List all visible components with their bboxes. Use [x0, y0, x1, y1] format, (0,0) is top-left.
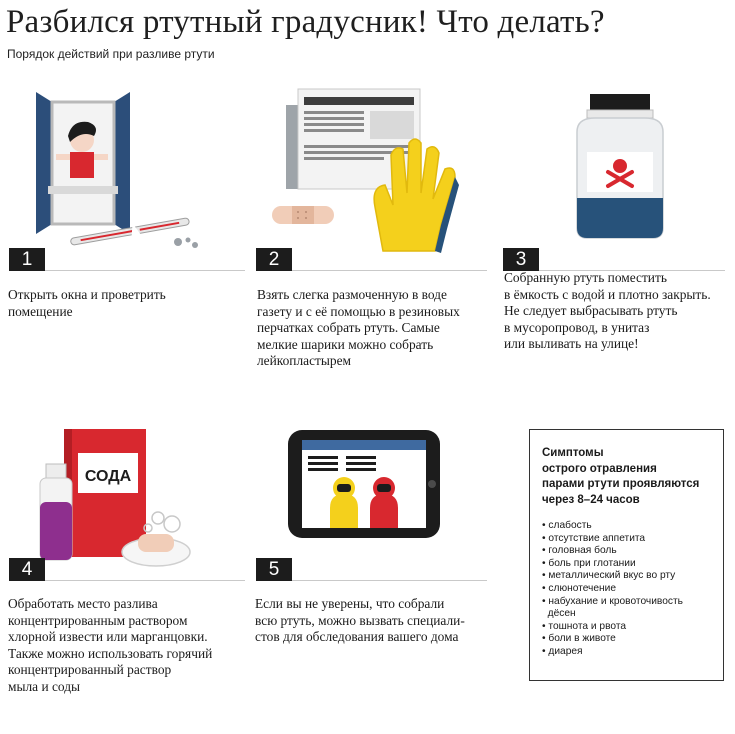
symptom-item: • отсутствие аппетита	[542, 533, 683, 546]
page-subtitle: Порядок действий при разливе ртути	[7, 47, 215, 61]
step-4-text: Обработать место разлива концентрированным раствором хлорной извести или марганцовки. Также можно использовать горячий концентрированный раствор мыла и соды	[8, 596, 213, 694]
step-3-number: 3	[503, 248, 539, 271]
step-1-text: Открыть окна и проветрить помещение	[8, 287, 166, 319]
step-5-divider	[292, 580, 487, 581]
step-4-divider	[45, 580, 245, 581]
step-1-number: 1	[9, 248, 45, 271]
soda-label: СОДА	[84, 468, 132, 485]
step-1-divider	[45, 270, 245, 271]
symptoms-title: Симптомы острого отравления парами ртути проявляются через 8–24 часов	[542, 447, 700, 506]
soap-icon	[118, 508, 196, 568]
symptom-item: • слюнотечение	[542, 583, 683, 596]
symptom-item: • боль при глотании	[542, 558, 683, 571]
rubber-glove-icon	[365, 135, 465, 255]
step-2-text: Взять слегка размоченную в воде газету и с её помощью в резиновых перчатках собрать ртуть. Самые мелкие шарики можно собрать лейкопластырем	[257, 287, 460, 368]
page-title: Разбился ртутный градусник! Что делать?	[6, 4, 605, 40]
tablet-hazmat-icon	[286, 428, 442, 540]
symptom-item: • слабость	[542, 520, 683, 533]
step-5-number: 5	[256, 558, 292, 581]
symptom-item: • набухание и кровоточивость	[542, 596, 683, 609]
symptom-item: • тошнота и рвота	[542, 621, 683, 634]
band-aid-icon	[268, 200, 338, 230]
broken-thermometer-icon	[60, 212, 210, 252]
symptom-item: • боли в животе	[542, 633, 683, 646]
symptoms-box	[529, 429, 724, 681]
step-3-text: Собранную ртуть поместить в ёмкость с водой и плотно закрыть. Не следует выбрасывать ртуть в мусоропровод, в унитаз или выливать на улице!	[504, 270, 711, 351]
symptom-item-continuation: дёсен	[547, 608, 576, 620]
step-5-text: Если вы не уверены, что собрали всю ртуть, можно вызвать специали- стов для обследования вашего дома	[255, 596, 465, 644]
symptom-item: • металлический вкус во рту	[542, 570, 683, 583]
symptoms-list	[542, 520, 683, 659]
bleach-bottle-icon	[36, 462, 76, 562]
symptom-item: • диарея	[542, 646, 683, 659]
step-4-number: 4	[9, 558, 45, 581]
poison-jar-icon	[565, 92, 675, 242]
symptom-item: • головная боль	[542, 545, 683, 558]
step-2-number: 2	[256, 248, 292, 271]
step-2-divider	[292, 270, 487, 271]
